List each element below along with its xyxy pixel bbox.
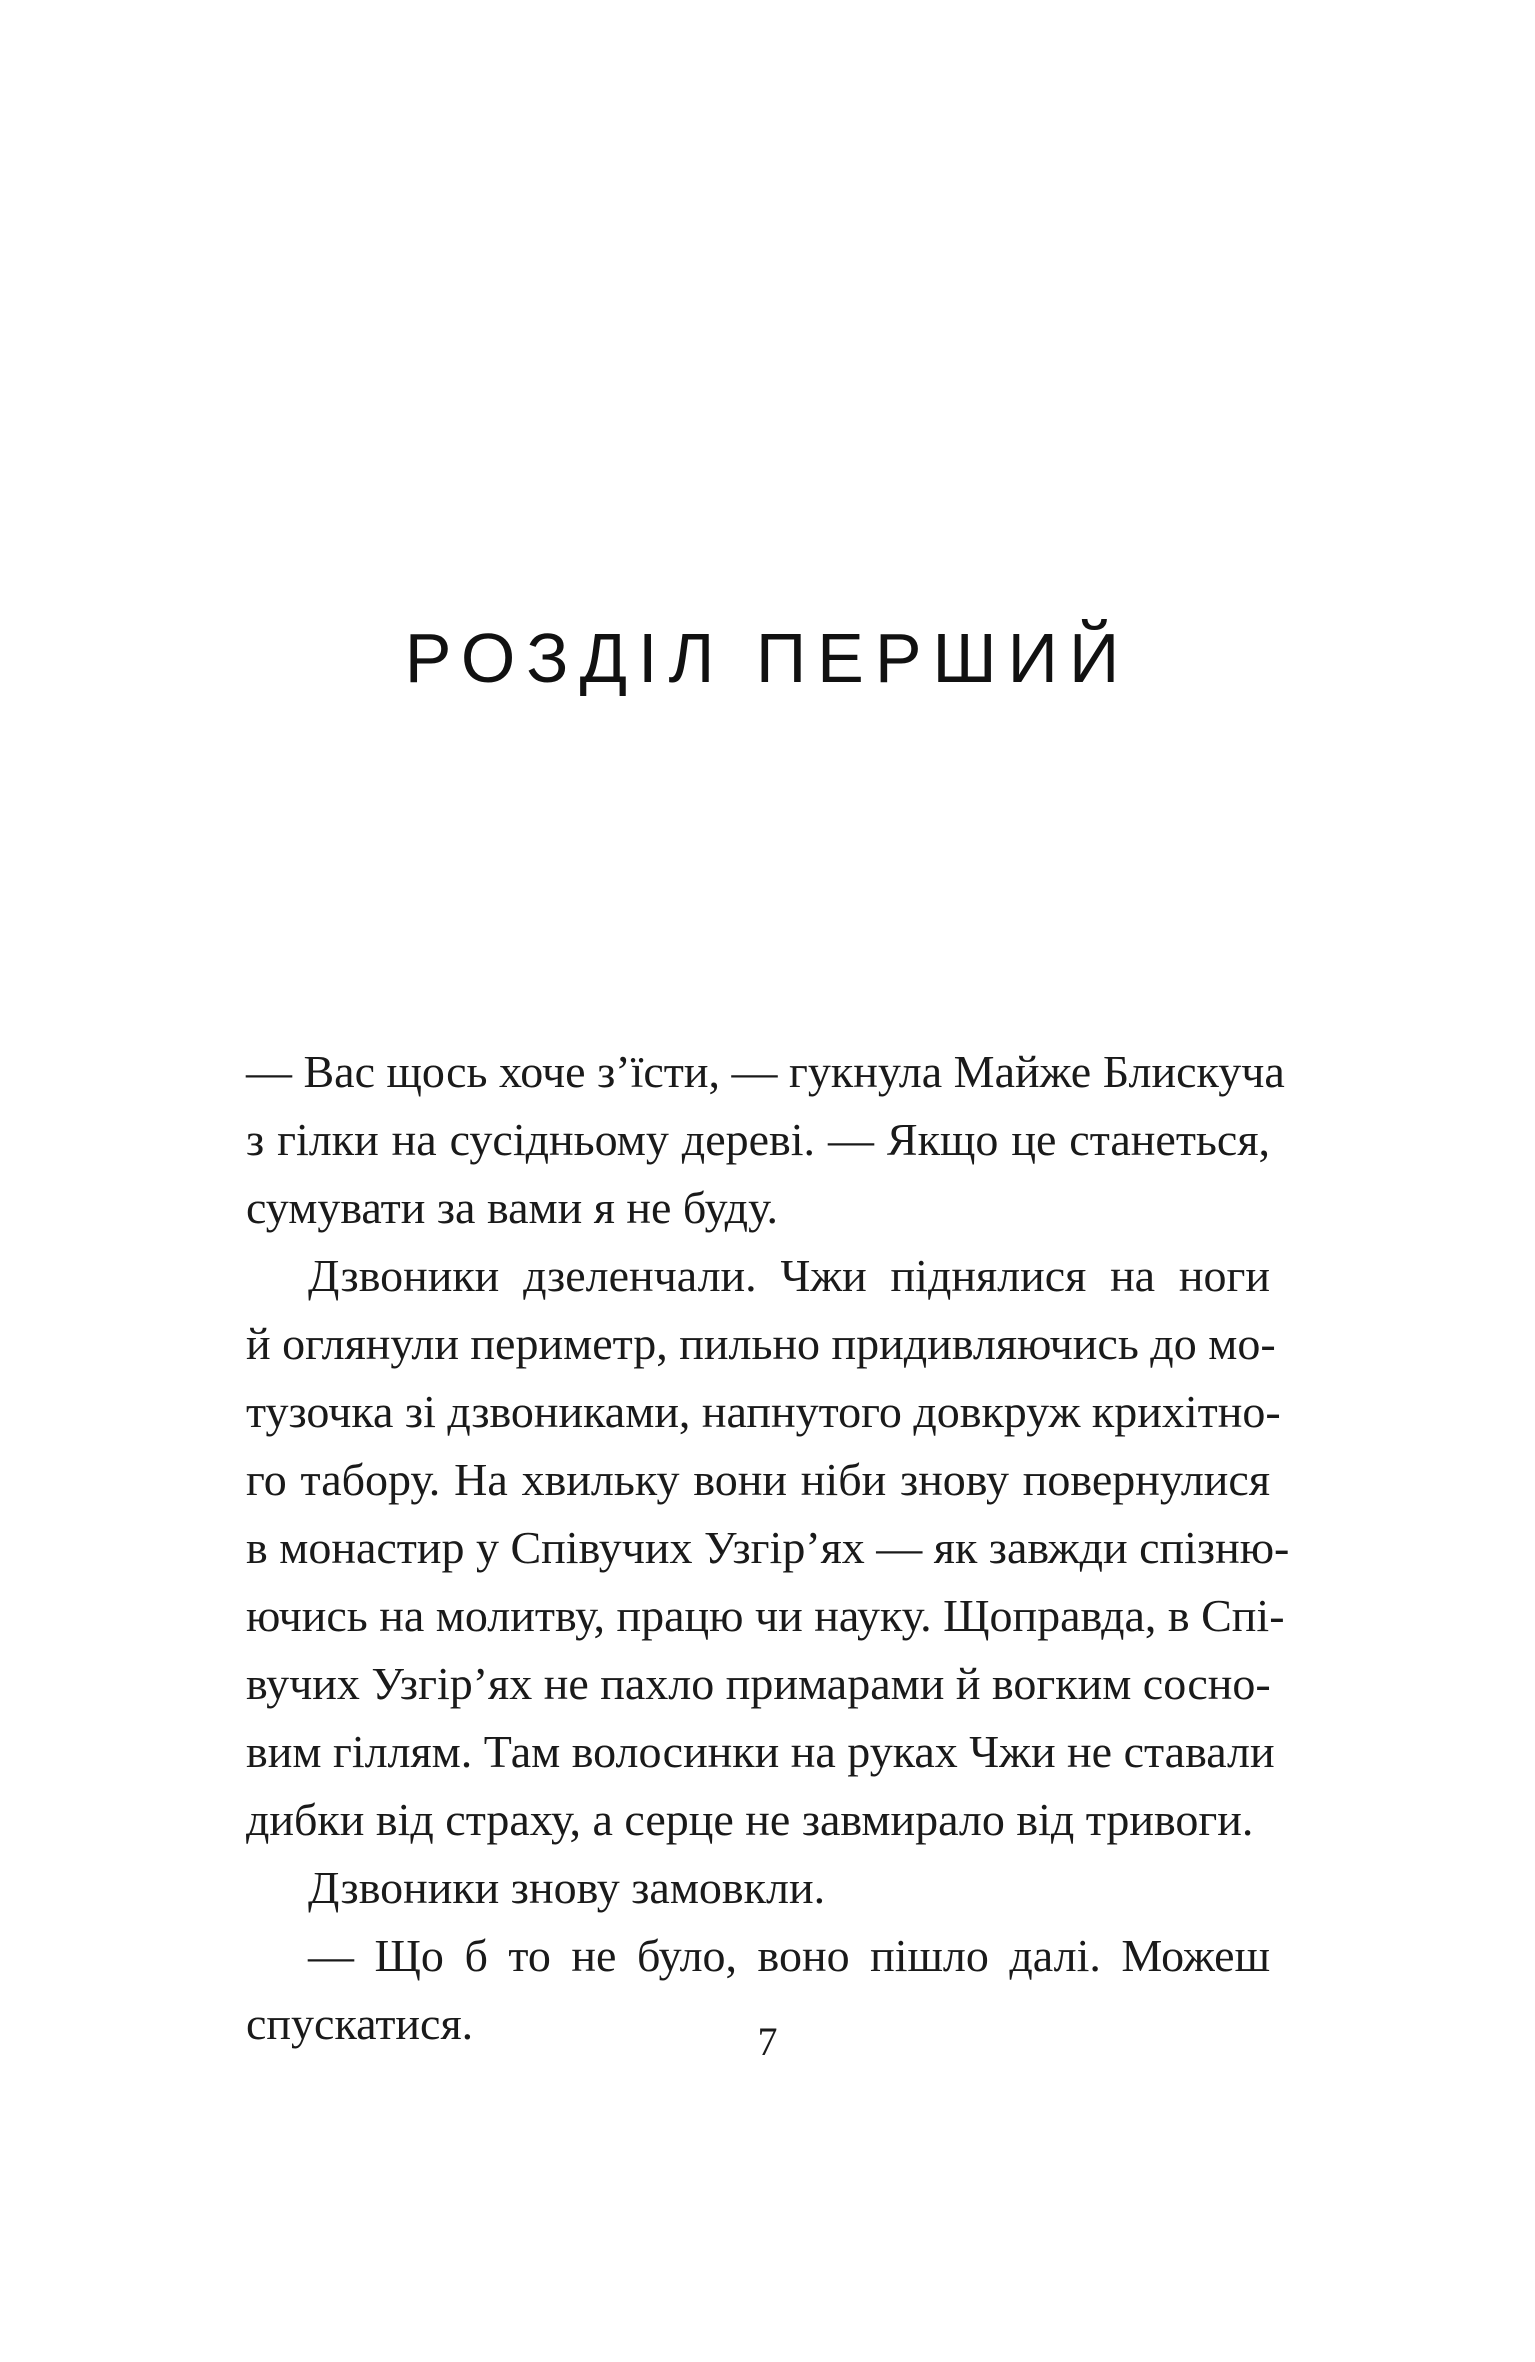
chapter-title: РОЗДІЛ ПЕРШИЙ bbox=[404, 619, 1131, 697]
text-line: го табору. На хвильку вони ніби знову повернулися bbox=[246, 1454, 1270, 1505]
page-number: 7 bbox=[757, 2019, 778, 2064]
text-line: тузочка зі дзвониками, напнутого довкруж крихітно- bbox=[246, 1386, 1281, 1437]
text-line: з гілки на сусідньому дереві. — Якщо це станеться, bbox=[246, 1114, 1270, 1165]
text-line: — Що б то не було, воно пішло далі. Можеш bbox=[308, 1930, 1270, 1981]
text-line: й оглянули периметр, пильно придивляючись до мо- bbox=[246, 1318, 1276, 1369]
text-line: сумувати за вами я не буду. bbox=[246, 1182, 778, 1233]
text-line: Дзвоники знову замовкли. bbox=[308, 1862, 826, 1913]
text-line: вучих Узгір’ях не пахло примарами й вогким сосно- bbox=[246, 1658, 1271, 1709]
body-text bbox=[246, 1038, 1290, 2058]
text-line: Дзвоники дзеленчали. Чжи піднялися на ноги bbox=[308, 1250, 1270, 1301]
text-line: спускатися. bbox=[246, 1998, 474, 2049]
text-line: вим гіллям. Там волосинки на руках Чжи не ставали bbox=[246, 1726, 1275, 1777]
text-line: в монастир у Співучих Узгір’ях — як завжди спізню- bbox=[246, 1522, 1290, 1573]
text-line: ючись на молитву, працю чи науку. Щоправда, в Спі- bbox=[246, 1590, 1285, 1641]
text-line: дибки від страху, а серце не завмирало від тривоги. bbox=[246, 1794, 1254, 1845]
text-line: — Вас щось хоче з’їсти, — гукнула Майже Блискуча bbox=[246, 1046, 1285, 1097]
